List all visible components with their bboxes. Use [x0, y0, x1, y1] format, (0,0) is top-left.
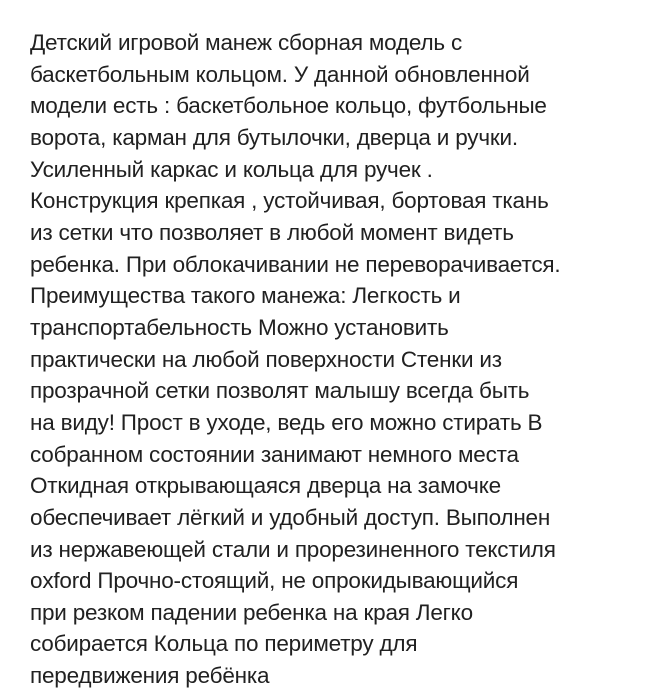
description-line: ворота, карман для бутылочки, дверца и ручки.: [30, 124, 518, 150]
description-line: практически на любой поверхности Стенки из: [30, 346, 502, 372]
description-line: баскетбольным кольцом. У данной обновленной: [30, 61, 530, 87]
description-line: на виду! Прост в уходе, ведь его можно стирать В: [30, 409, 543, 435]
description-line: модели есть : баскетбольное кольцо, футбольные: [30, 93, 547, 119]
description-line: при резком падении ребенка на края Легко: [30, 599, 473, 625]
description-line: собранном состоянии занимают немного места: [30, 441, 519, 467]
description-line: передвижения ребёнка: [30, 663, 270, 689]
description-line: Детский игровой манеж сборная модель с: [30, 30, 463, 55]
description-line: прозрачной сетки позволят малышу всегда быть: [30, 378, 530, 404]
description-line: собирается Кольца по периметру для: [30, 631, 418, 657]
description-line: Преимущества такого манежа: Легкость и: [30, 283, 461, 309]
product-description-text: [30, 27, 666, 692]
description-line: Конструкция крепкая , устойчивая, бортовая ткань: [30, 188, 549, 214]
description-line: oxford Прочно-стоящий, не опрокидывающийся: [30, 568, 519, 594]
description-line: из нержавеющей стали и прорезиненного текстиля: [30, 536, 556, 562]
description-line: транспортабельность Можно установить: [30, 314, 449, 340]
description-line: ребенка. При облокачивании не переворачивается.: [30, 251, 561, 277]
description-line: обеспечивает лёгкий и удобный доступ. Выполнен: [30, 504, 551, 530]
description-line: Усиленный каркас и кольца для ручек .: [30, 156, 433, 182]
description-line: из сетки что позволяет в любой момент видеть: [30, 219, 514, 245]
description-line: Откидная открывающаяся дверца на замочке: [30, 473, 501, 499]
